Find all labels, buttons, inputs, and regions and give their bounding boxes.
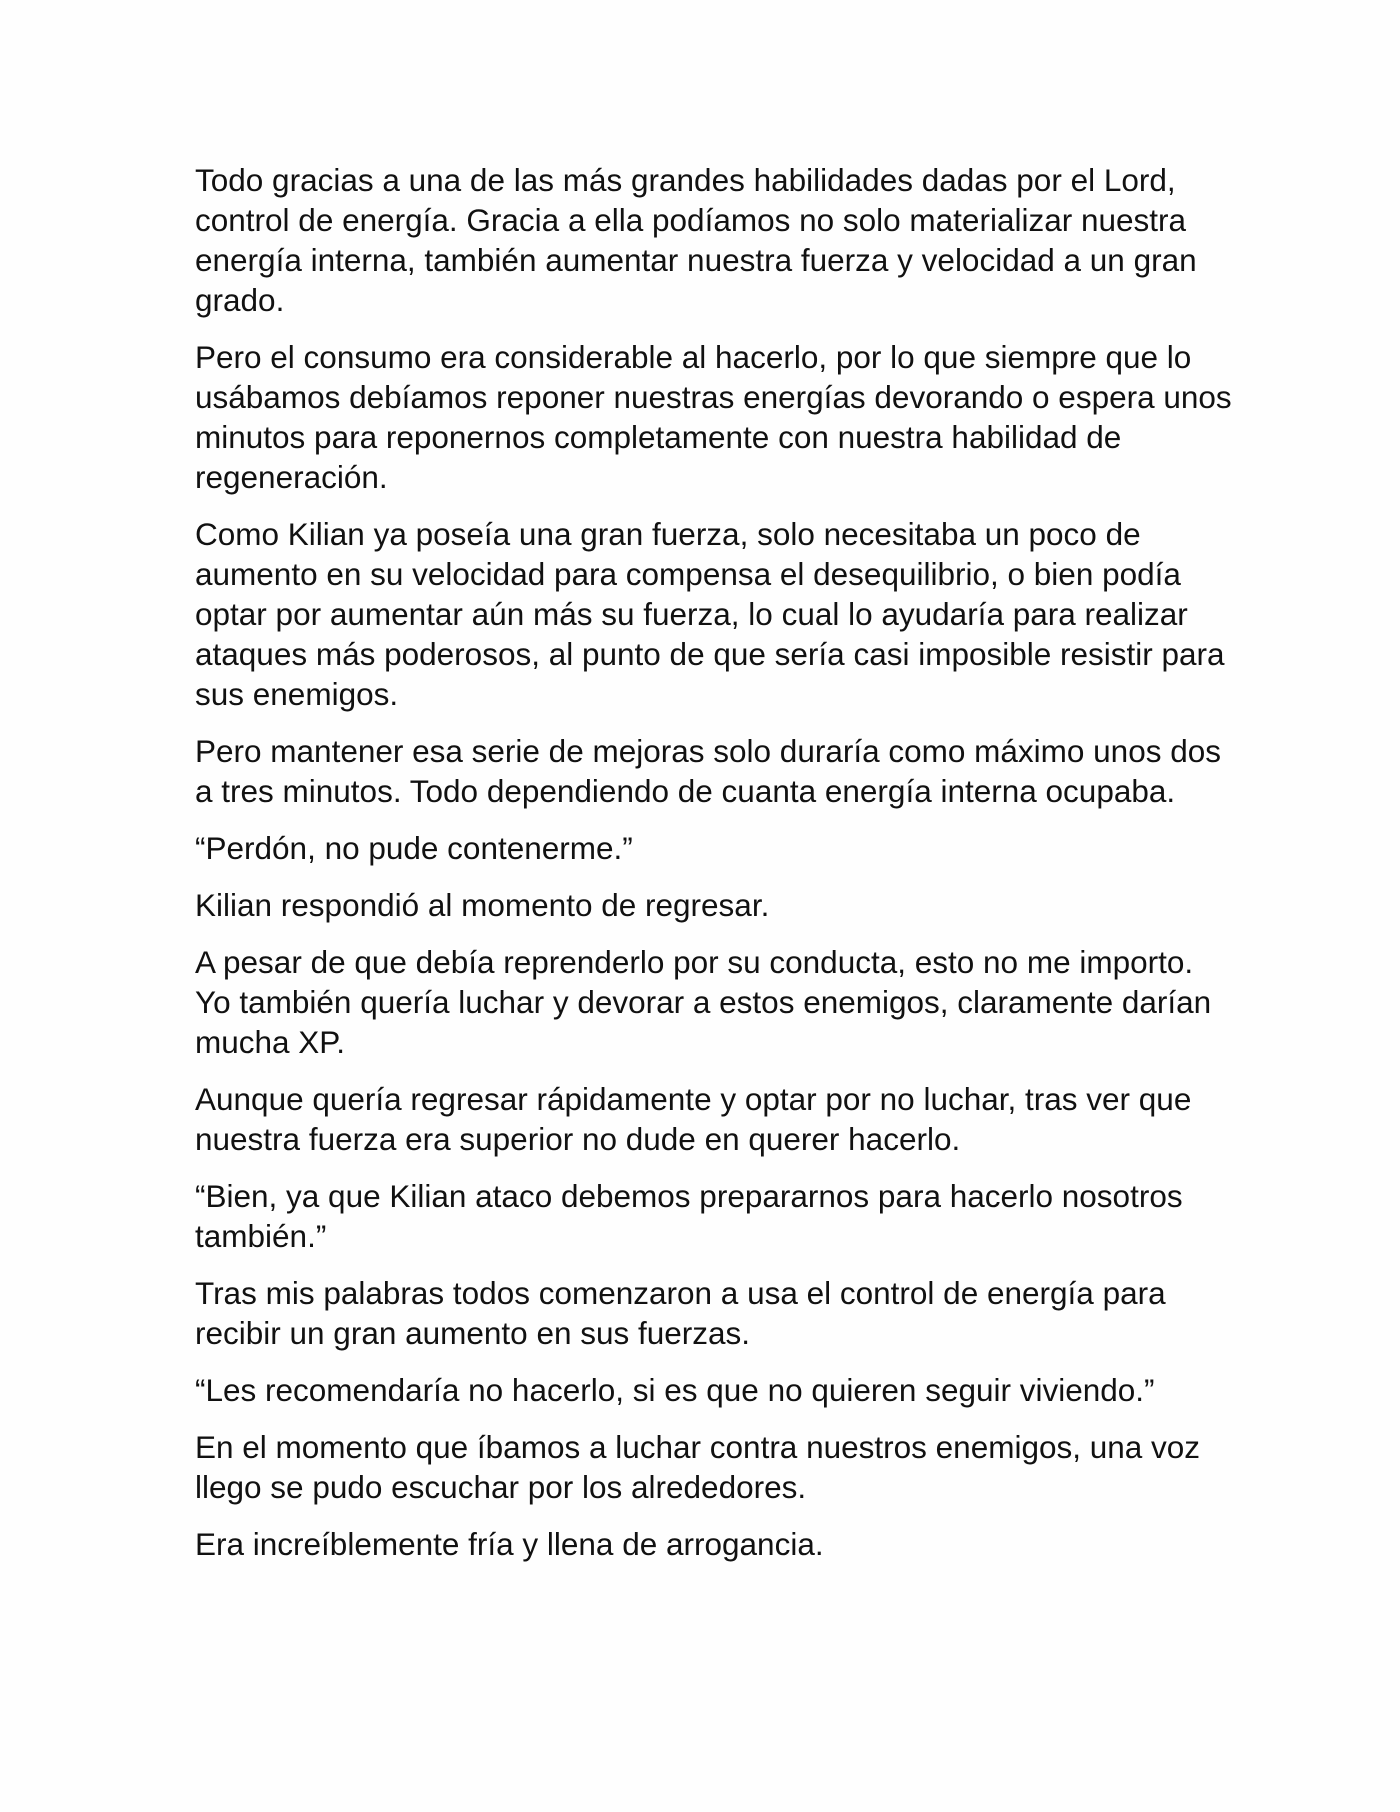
paragraph: Todo gracias a una de las más grandes habilidades dadas por el Lord, control de energía. Gracia a ella podíamos no solo materializar nuestra energía interna, también aumentar nuestra fuerza y velocidad a un gran grado. xyxy=(195,162,1197,318)
paragraph: Tras mis palabras todos comenzaron a usa el control de energía para recibir un gran aumento en sus fuerzas. xyxy=(195,1275,1166,1351)
paragraph: Era increíblemente fría y llena de arrogancia. xyxy=(195,1526,824,1562)
paragraph: Pero el consumo era considerable al hacerlo, por lo que siempre que lo usábamos debíamos reponer nuestras energías devorando o espera unos minutos para reponernos completamente con nuestra habilidad de regeneración. xyxy=(195,339,1232,495)
document-body xyxy=(195,160,1235,1581)
paragraph: Aunque quería regresar rápidamente y optar por no luchar, tras ver que nuestra fuerza era superior no dude en querer hacerlo. xyxy=(195,1081,1192,1157)
paragraph: Pero mantener esa serie de mejoras solo duraría como máximo unos dos a tres minutos. Todo dependiendo de cuanta energía interna ocupaba. xyxy=(195,733,1221,809)
paragraph: Kilian respondió al momento de regresar. xyxy=(195,887,770,923)
dialogue-paragraph: “Les recomendaría no hacerlo, si es que no quieren seguir viviendo.” xyxy=(195,1372,1155,1408)
paragraph: A pesar de que debía reprenderlo por su conducta, esto no me importo. Yo también quería luchar y devorar a estos enemigos, claramente darían mucha XP. xyxy=(195,944,1212,1060)
dialogue-paragraph: “Perdón, no pude contenerme.” xyxy=(195,830,633,866)
dialogue-paragraph: “Bien, ya que Kilian ataco debemos prepararnos para hacerlo nosotros también.” xyxy=(195,1178,1183,1254)
paragraph: En el momento que íbamos a luchar contra nuestros enemigos, una voz llego se pudo escuchar por los alrededores. xyxy=(195,1429,1201,1505)
paragraph: Como Kilian ya poseía una gran fuerza, solo necesitaba un poco de aumento en su velocidad para compensa el desequilibrio, o bien podía optar por aumentar aún más su fuerza, lo cual lo ayudaría para realizar ataques más poderosos, al punto de que sería casi imposible resistir para sus enemigos. xyxy=(195,516,1225,712)
